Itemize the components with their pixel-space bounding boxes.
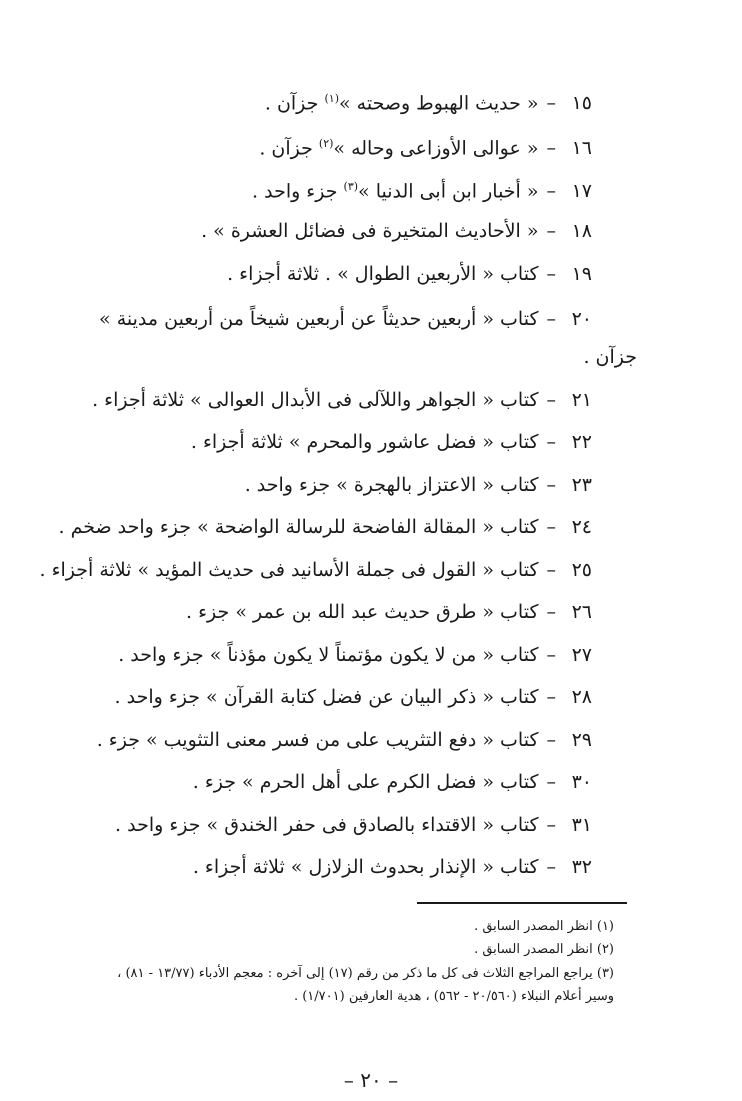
item-text: كتاب « القول فى جملة الأسانيد فى حديث المؤيد » ثلاثة أجزاء . xyxy=(39,559,539,581)
item-continuation: جزآن . xyxy=(583,346,637,368)
item-number: ١٧ xyxy=(571,180,592,203)
list-item: ٢٢–كتاب « فضل عاشور والمحرم » ثلاثة أجزاء . xyxy=(190,431,592,453)
footnote: وسير أعلام النبلاء (٢٠/٥٦٠ - ٥٦٢) ، هدية العارفين (١/٧٠١) . xyxy=(293,989,614,1004)
item-number: ٢٠ xyxy=(571,308,592,330)
footnote-marker: (١) xyxy=(324,92,339,105)
item-text: كتاب « الجواهر واللآلى فى الأبدال العوالى » ثلاثة أجزاء . xyxy=(92,389,539,411)
item-number: ١٥ xyxy=(571,92,592,115)
list-item: ١٨–« الأحاديث المتخيرة فى فضائل العشرة » . xyxy=(201,220,592,242)
list-item: ٢١–كتاب « الجواهر واللآلى فى الأبدال العوالى » ثلاثة أجزاء . xyxy=(92,389,592,411)
footnote-marker: (٣) xyxy=(343,180,359,193)
footnote: (١) انظر المصدر السابق . xyxy=(474,919,614,934)
list-item: ٣٠–كتاب « فضل الكرم على أهل الحرم » جزء . xyxy=(192,771,592,793)
page-number: – ٢٠ – xyxy=(343,1068,399,1092)
list-item: ٢٨–كتاب « ذكر البيان عن فضل كتابة القرآن » جزء واحد . xyxy=(114,686,592,708)
list-item: ٢٣–كتاب « الاعتزاز بالهجرة » جزء واحد . xyxy=(244,474,592,496)
item-number: ٢٥ xyxy=(571,559,592,581)
list-item: ٣١–كتاب « الاقتداء بالصادق فى حفر الخندق » جزء واحد . xyxy=(115,814,592,836)
item-number: ٣١ xyxy=(571,814,592,836)
item-number: ٣٠ xyxy=(571,771,592,793)
item-text: كتاب « الاقتداء بالصادق فى حفر الخندق » جزء واحد . xyxy=(115,814,539,836)
footnote: (٣) يراجع المراجع الثلاث فى كل ما ذكر من رقم (١٧) إلى آخره : معجم الأدباء (١٣/٧٧ - ٨١) ، xyxy=(117,966,614,981)
item-text: كتاب « ذكر البيان عن فضل كتابة القرآن » جزء واحد . xyxy=(114,686,539,708)
item-tail: جزآن . xyxy=(259,137,319,160)
item-number: ٢٦ xyxy=(571,601,592,623)
item-number: ٢٣ xyxy=(571,474,592,496)
list-item: ٢٥–كتاب « القول فى جملة الأسانيد فى حديث المؤيد » ثلاثة أجزاء . xyxy=(39,559,592,581)
item-number: ٢٩ xyxy=(571,729,592,751)
item-tail: جزآن . xyxy=(264,92,325,115)
list-item: ٣٢–كتاب « الإنذار بحدوث الزلازل » ثلاثة أجزاء . xyxy=(192,856,592,878)
list-item: ١٥–« حديث الهبوط وصحته »$^{(١)}$ جزآن . xyxy=(264,92,592,115)
item-number: ٢٨ xyxy=(571,686,592,708)
item-tail: جزء واحد . xyxy=(252,180,344,203)
item-number: ١٩ xyxy=(571,263,592,285)
list-item: ٢٦–كتاب « طرق حديث عبد الله بن عمر » جزء . xyxy=(186,601,592,623)
item-text: كتاب « طرق حديث عبد الله بن عمر » جزء . xyxy=(186,601,539,623)
item-text: كتاب « الإنذار بحدوث الزلازل » ثلاثة أجزاء . xyxy=(192,856,539,878)
item-text: كتاب « دفع التثريب على من فسر معنى التثويب » جزء . xyxy=(96,729,539,751)
item-text: « حديث الهبوط وصحته » xyxy=(338,92,539,115)
list-item: ١٦–« عوالى الأوزاعى وحاله »$^{(٢)}$ جزآن . xyxy=(259,137,592,160)
list-item: ١٧–« أخبار ابن أبى الدنيا »$^{(٣)}$ جزء واحد . xyxy=(252,180,592,203)
item-number: ٢٤ xyxy=(571,516,592,538)
list-item: ٢٠–كتاب « أربعين حديثاً عن أربعين شيخاً من أربعين مدينة » xyxy=(99,308,592,330)
item-text: « عوالى الأوزاعى وحاله » xyxy=(333,137,539,160)
item-number: ٢٢ xyxy=(571,431,592,453)
item-text: « الأحاديث المتخيرة فى فضائل العشرة » . xyxy=(201,220,539,242)
item-text: كتاب « أربعين حديثاً عن أربعين شيخاً من أربعين مدينة » xyxy=(99,308,539,330)
item-number: ١٨ xyxy=(571,220,592,242)
list-item: ٢٤–كتاب « المقالة الفاضحة للرسالة الواضحة » جزء واحد ضخم . xyxy=(58,516,592,538)
list-item: ٢٩–كتاب « دفع التثريب على من فسر معنى التثويب » جزء . xyxy=(96,729,592,751)
item-number: ٣٢ xyxy=(571,856,592,878)
footnote: (٢) انظر المصدر السابق . xyxy=(474,942,614,957)
footnote-marker: (٢) xyxy=(318,137,334,150)
item-number: ٢٧ xyxy=(571,644,592,666)
item-number: ١٦ xyxy=(571,137,592,160)
item-text: كتاب « من لا يكون مؤتمناً لا يكون مؤذناً » جزء واحد . xyxy=(118,644,539,666)
list-item: ٢٧–كتاب « من لا يكون مؤتمناً لا يكون مؤذناً » جزء واحد . xyxy=(118,644,592,666)
item-number: ٢١ xyxy=(571,389,592,411)
footnote-divider xyxy=(417,902,627,904)
item-text: كتاب « الأربعين الطوال » . ثلاثة أجزاء . xyxy=(227,263,539,285)
list-item: ١٩–كتاب « الأربعين الطوال » . ثلاثة أجزاء . xyxy=(227,263,592,285)
item-text: « أخبار ابن أبى الدنيا » xyxy=(358,180,539,203)
item-text: كتاب « فضل عاشور والمحرم » ثلاثة أجزاء . xyxy=(190,431,539,453)
item-text: كتاب « المقالة الفاضحة للرسالة الواضحة » جزء واحد ضخم . xyxy=(58,516,539,538)
item-text: كتاب « فضل الكرم على أهل الحرم » جزء . xyxy=(192,771,539,793)
item-text: كتاب « الاعتزاز بالهجرة » جزء واحد . xyxy=(244,474,539,496)
